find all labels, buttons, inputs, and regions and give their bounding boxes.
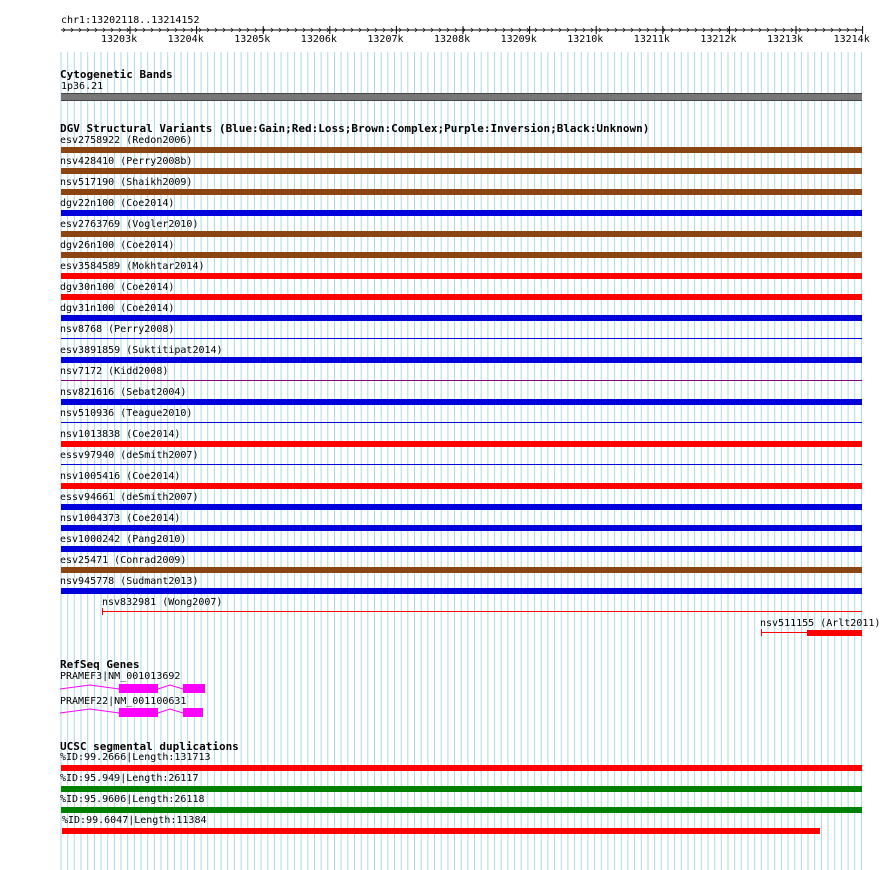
ruler-tick-label: 13208k [434, 34, 471, 45]
dgv-variant-label: nsv1005416 (Coe2014) [60, 471, 181, 482]
gene-exon[interactable] [183, 708, 203, 717]
ruler-tick-label: 13214k [833, 34, 870, 45]
dgv-variant-label: essv97940 (deSmith2007) [60, 450, 199, 461]
dgv-variant-label: nsv511155 (Arlt2011) [760, 618, 881, 629]
dgv-variant-bar[interactable] [61, 315, 862, 321]
dgv-track-title: DGV Structural Variants (Blue:Gain;Red:Loss;Brown:Complex;Purple:Inversion;Black:Unknown) [60, 122, 650, 135]
dgv-variant-label: nsv428410 (Perry2008b) [60, 156, 193, 167]
dgv-variant-label: esv3584589 (Mokhtar2014) [60, 261, 205, 272]
gene-exon[interactable] [183, 684, 205, 693]
dgv-variant-bar[interactable] [61, 357, 862, 363]
cytoband-label: 1p36.21 [61, 81, 104, 92]
ruler-tick-label: 13203k [101, 34, 138, 45]
cytoband-bar[interactable] [61, 93, 862, 101]
ruler-tick-label: 13205k [234, 34, 271, 45]
dgv-variant-label: nsv1004373 (Coe2014) [60, 513, 181, 524]
dgv-variant-bar[interactable] [807, 630, 862, 636]
ruler-tick-label: 13210k [567, 34, 604, 45]
ruler-tick-label: 13213k [767, 34, 804, 45]
ruler-tick-label: 13211k [633, 34, 670, 45]
ruler-tick-label: 13204k [167, 34, 204, 45]
ruler-tick-label: 13206k [300, 34, 337, 45]
dgv-variant-line[interactable] [61, 464, 862, 465]
dgv-variant-end-cap [761, 629, 762, 636]
dgv-variant-label: nsv832981 (Wong2007) [102, 597, 223, 608]
dgv-variant-label: nsv510936 (Teague2010) [60, 408, 193, 419]
dgv-variant-label: dgv26n100 (Coe2014) [60, 240, 175, 251]
dgv-variant-bar[interactable] [61, 504, 862, 510]
dgv-variant-label: nsv945778 (Sudmant2013) [60, 576, 199, 587]
dgv-variant-bar[interactable] [61, 210, 862, 216]
dgv-variant-label: esv25471 (Conrad2009) [60, 555, 187, 566]
gene-exon[interactable] [119, 684, 158, 693]
dgv-variant-label: nsv7172 (Kidd2008) [60, 366, 169, 377]
dgv-variant-line[interactable] [61, 338, 862, 339]
coordinate-ruler[interactable] [0, 0, 890, 50]
dgv-variant-end-cap [102, 608, 103, 615]
dgv-variant-bar[interactable] [61, 546, 862, 552]
dgv-variant-bar[interactable] [61, 588, 862, 594]
dgv-variant-bar[interactable] [61, 399, 862, 405]
dgv-variant-line[interactable] [61, 422, 862, 423]
gene-exon[interactable] [119, 708, 158, 717]
dgv-variant-bar[interactable] [61, 294, 862, 300]
segdup-bar[interactable] [61, 786, 862, 792]
ruler-tick-label: 13207k [367, 34, 404, 45]
dgv-variant-label: nsv821616 (Sebat2004) [60, 387, 187, 398]
segdup-track-title: UCSC segmental duplications [60, 740, 239, 753]
dgv-variant-bar[interactable] [61, 441, 862, 447]
dgv-variant-bar[interactable] [61, 525, 862, 531]
segdup-label: %ID:99.2666|Length:131713 [60, 752, 211, 763]
dgv-variant-label: esv2758922 (Redon2006) [60, 135, 193, 146]
dgv-variant-bar[interactable] [61, 567, 862, 573]
dgv-variant-label: nsv517190 (Shaikh2009) [60, 177, 193, 188]
segdup-bar[interactable] [61, 765, 862, 771]
segdup-bar[interactable] [61, 807, 862, 813]
segdup-bar[interactable] [62, 828, 820, 834]
dgv-variant-label: esv3891859 (Suktitipat2014) [60, 345, 223, 356]
dgv-variant-label: dgv22n100 (Coe2014) [60, 198, 175, 209]
dgv-variant-label: esv2763769 (Vogler2010) [60, 219, 199, 230]
dgv-variant-label: dgv31n100 (Coe2014) [60, 303, 175, 314]
dgv-variant-bar[interactable] [61, 147, 862, 153]
cytoband-track-title: Cytogenetic Bands [60, 68, 173, 81]
refseq-track-title: RefSeq Genes [60, 658, 140, 671]
dgv-variant-label: essv94661 (deSmith2007) [60, 492, 199, 503]
dgv-variant-label: nsv1013838 (Coe2014) [60, 429, 181, 440]
dgv-variant-line[interactable] [61, 380, 862, 381]
dgv-variant-bar[interactable] [61, 189, 862, 195]
ruler-tick-label: 13209k [500, 34, 537, 45]
segdup-label: %ID:95.949|Length:26117 [60, 773, 199, 784]
dgv-variant-label: esv1000242 (Pang2010) [60, 534, 187, 545]
dgv-variant-bar[interactable] [61, 273, 862, 279]
dgv-variant-bar[interactable] [61, 483, 862, 489]
locus-label: chr1:13202118..13214152 [61, 15, 200, 26]
ruler-tick-label: 13212k [700, 34, 737, 45]
dgv-variant-bar[interactable] [61, 231, 862, 237]
dgv-variant-line[interactable] [102, 611, 862, 612]
dgv-variant-bar[interactable] [61, 168, 862, 174]
gene-label: PRAMEF22|NM_001100631 [60, 696, 187, 707]
dgv-variant-label: dgv30n100 (Coe2014) [60, 282, 175, 293]
gene-label: PRAMEF3|NM_001013692 [60, 671, 181, 682]
dgv-variant-label: nsv8768 (Perry2008) [60, 324, 175, 335]
segdup-label: %ID:99.6047|Length:11384 [62, 815, 207, 826]
dgv-variant-line[interactable] [761, 632, 807, 633]
dgv-variant-bar[interactable] [61, 252, 862, 258]
segdup-label: %ID:95.9606|Length:26118 [60, 794, 205, 805]
